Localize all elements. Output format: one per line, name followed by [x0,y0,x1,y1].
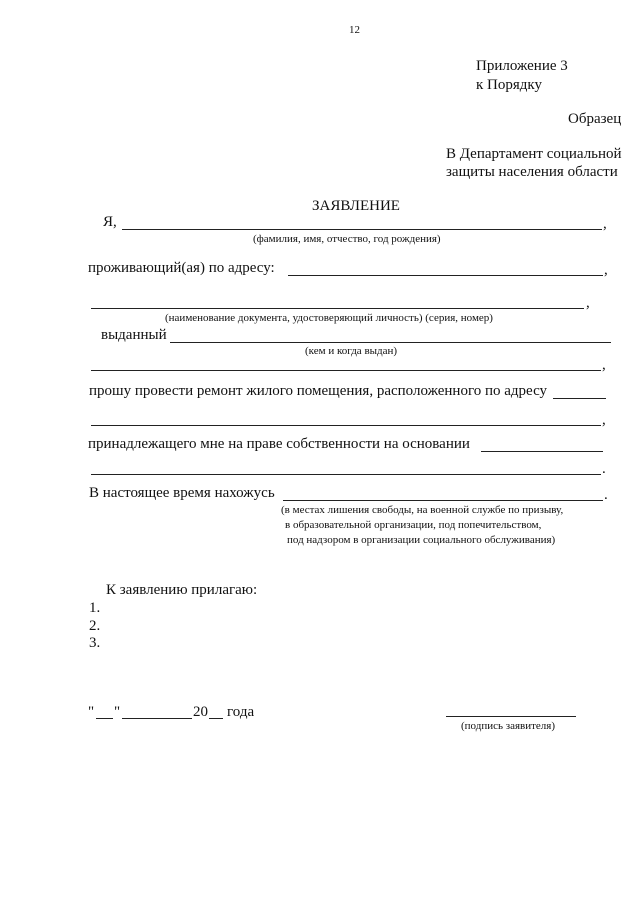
attachment-item-2: 2. [89,618,101,634]
document-field[interactable] [91,308,584,309]
repair-address-comma: , [602,412,606,428]
location-hint-2: в образовательной организации, под попечительством, [285,519,542,531]
current-location-period: . [604,487,608,503]
date-day-field[interactable] [96,718,113,719]
document-hint: (наименование документа, удостоверяющий личность) (серия, номер) [165,312,493,324]
address-field[interactable] [288,275,603,276]
ownership-basis-text: принадлежащего мне на праве собственности на основании [88,436,470,452]
date-year-suffix: года [227,704,255,720]
addressee-line-2: защиты населения области [446,164,618,180]
page-number: 12 [349,24,360,36]
i-label: Я, [103,214,117,230]
issued-comma: , [602,357,606,373]
attachment-item-3: 3. [89,635,101,651]
sample-label: Образец [568,111,622,127]
issued-hint: (кем и когда выдан) [305,345,398,357]
appendix-title: Приложение 3 [476,58,568,74]
current-location-label: В настоящее время нахожусь [89,485,275,501]
date-quote-open: " [88,704,95,720]
date-year-field[interactable] [209,718,223,719]
document-comma: , [586,295,590,311]
address-comma: , [604,262,608,278]
repair-address-field[interactable] [553,398,606,399]
issued-label: выданный [101,327,167,343]
attachment-item-1: 1. [89,600,101,616]
fio-field[interactable] [122,229,602,230]
ownership-basis-field[interactable] [481,451,603,452]
signature-field[interactable] [446,716,576,717]
date-month-field[interactable] [122,718,192,719]
appendix-reference: к Порядку [476,77,542,93]
repair-address-field-continued[interactable] [91,425,601,426]
date-year-prefix: 20 [193,704,208,720]
fio-hint: (фамилия, имя, отчество, год рождения) [253,233,441,245]
issued-field[interactable] [170,342,611,343]
attachments-heading: К заявлению прилагаю: [106,582,258,598]
fio-comma: , [603,216,607,232]
date-quote-close: " [114,704,121,720]
signature-hint: (подпись заявителя) [461,720,556,732]
ownership-basis-field-continued[interactable] [91,474,601,475]
document-title: ЗАЯВЛЕНИЕ [312,198,400,214]
location-hint-1: (в местах лишения свободы, на военной службе по призыву, [281,504,564,516]
location-hint-3: под надзором в организации социального обслуживания) [287,534,556,546]
issued-field-continued[interactable] [91,370,601,371]
current-location-field[interactable] [283,500,603,501]
repair-request-text: прошу провести ремонт жилого помещения, расположенного по адресу [89,383,548,399]
address-label: проживающий(ая) по адресу: [88,260,275,276]
ownership-period: . [602,461,606,477]
addressee-line-1: В Департамент социальной [446,146,622,162]
